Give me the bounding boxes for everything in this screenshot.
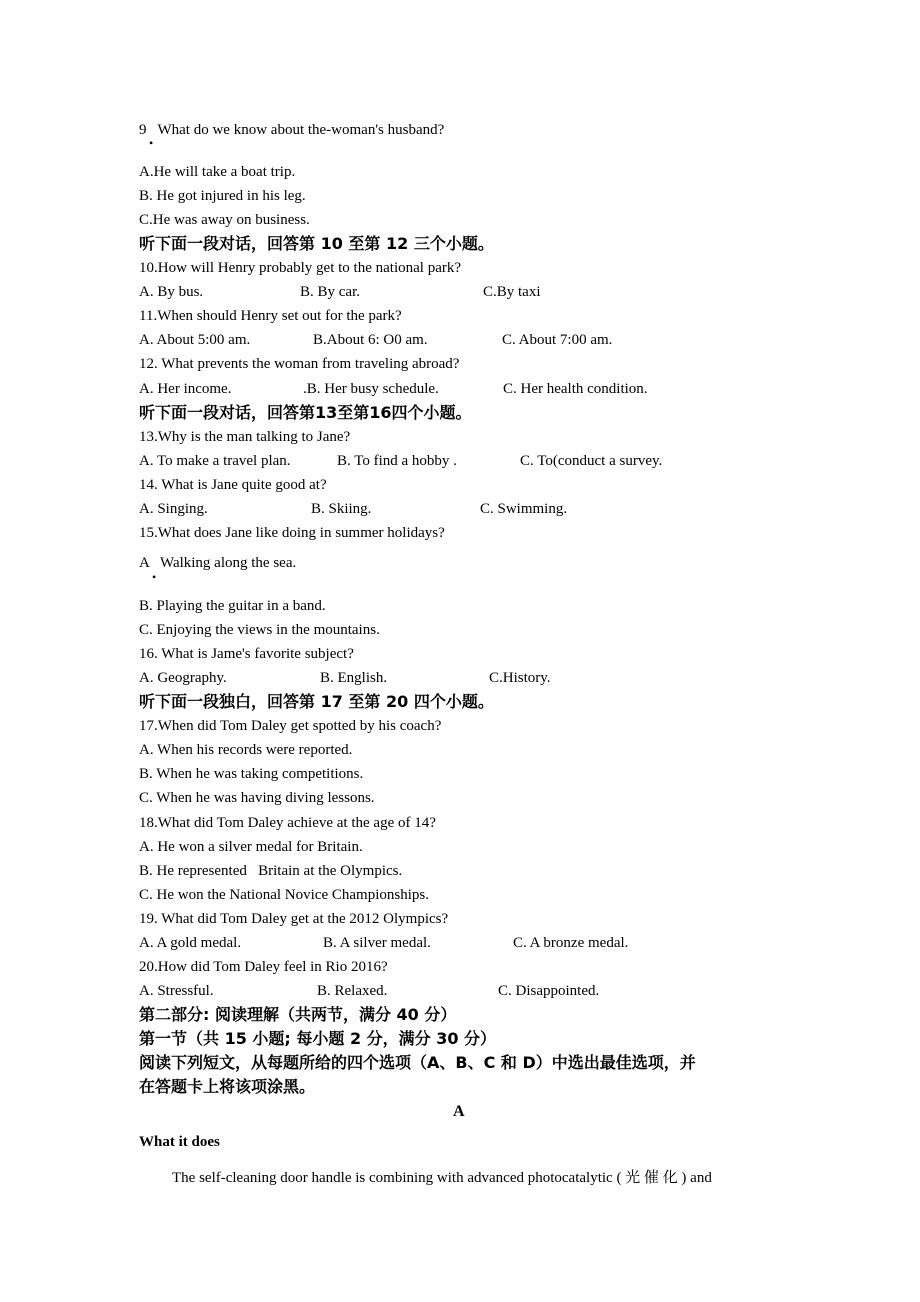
part2-heading: 第二部分: 阅读理解（共两节，满分 40 分） — [139, 1005, 457, 1024]
question-13: 13.Why is the man talking to Jane? — [139, 429, 351, 445]
options-12 — [139, 380, 739, 398]
question-19: 19. What did Tom Daley get at the 2012 Olympics? — [139, 911, 449, 927]
question-10: 10.How will Henry probably get to the national park? — [139, 260, 462, 276]
option-10a: A. By bus. — [139, 284, 204, 300]
question-17: 17.When did Tom Daley get spotted by his coach? — [139, 718, 442, 734]
options-19 — [139, 934, 739, 952]
question-14: 14. What is Jane quite good at? — [139, 477, 327, 493]
option-19c: C. A bronze medal. — [513, 935, 629, 951]
question-9: 9 What do we know about the-woman's husband? — [139, 122, 445, 138]
option-16b: B. English. — [320, 670, 388, 686]
option-19b: B. A silver medal. — [323, 935, 431, 951]
option-12b: .B. Her busy schedule. — [303, 381, 439, 397]
passage-label: A — [453, 1103, 465, 1120]
option-20c: C. Disappointed. — [498, 983, 600, 999]
option-20a: A. Stressful. — [139, 983, 214, 999]
question-12: 12. What prevents the woman from traveling abroad? — [139, 356, 460, 372]
options-10 — [139, 283, 739, 301]
option-13c: C. To(conduct a survey. — [520, 453, 663, 469]
options-16 — [139, 669, 739, 687]
question-20: 20.How did Tom Daley feel in Rio 2016? — [139, 959, 388, 975]
section-heading-10-12: 听下面一段对话，回答第 10 至第 12 三个小题。 — [139, 234, 494, 253]
option-9b: B. He got injured in his leg. — [139, 188, 306, 204]
question-11: 11.When should Henry set out for the park? — [139, 308, 402, 324]
passage-body: The self-cleaning door handle is combining with advanced photocatalytic ( 光 催 化 ) and — [172, 1170, 712, 1186]
option-9a: A.He will take a boat trip. — [139, 164, 296, 180]
option-17c: C. When he was having diving lessons. — [139, 790, 375, 806]
option-20b: B. Relaxed. — [317, 983, 388, 999]
question-15: 15.What does Jane like doing in summer holidays? — [139, 525, 445, 541]
option-19a: A. A gold medal. — [139, 935, 242, 951]
section1-heading: 第一节（共 15 小题; 每小题 2 分，满分 30 分） — [139, 1029, 497, 1048]
options-20 — [139, 982, 739, 1000]
option-13b: B. To find a hobby . — [337, 453, 457, 469]
option-17b: B. When he was taking competitions. — [139, 766, 364, 782]
option-16c: C.History. — [489, 670, 551, 686]
option-14c: C. Swimming. — [480, 501, 568, 517]
instruction-line-2: 在答题卡上将该项涂黑。 — [139, 1077, 316, 1096]
instruction-line-1: 阅读下列短文，从每题所给的四个选项（A、B、C 和 D）中选出最佳选项，并 — [139, 1053, 696, 1072]
option-12c: C. Her health condition. — [503, 381, 648, 397]
option-14a: A. Singing. — [139, 501, 208, 517]
option-11b: B.About 6: O0 am. — [313, 332, 428, 348]
option-18a: A. He won a silver medal for Britain. — [139, 839, 363, 855]
stray-dot: • — [149, 136, 154, 150]
option-15c: C. Enjoying the views in the mountains. — [139, 622, 380, 638]
option-14b: B. Skiing. — [311, 501, 372, 517]
section-heading-17-20: 听下面一段独白，回答第 17 至第 20 四个小题。 — [139, 692, 494, 711]
option-17a: A. When his records were reported. — [139, 742, 353, 758]
option-12a: A. Her income. — [139, 381, 232, 397]
option-11c: C. About 7:00 am. — [502, 332, 613, 348]
section-heading-13-16: 听下面一段对话，回答第13至第16四个小题。 — [139, 403, 472, 422]
option-16a: A. Geography. — [139, 670, 227, 686]
options-14 — [139, 500, 739, 518]
options-13 — [139, 452, 739, 470]
option-10b: B. By car. — [300, 284, 360, 300]
passage-subheading: What it does — [139, 1134, 220, 1150]
option-11a: A. About 5:00 am. — [139, 332, 251, 348]
question-18: 18.What did Tom Daley achieve at the age of 14? — [139, 815, 436, 831]
question-16: 16. What is Jame's favorite subject? — [139, 646, 354, 662]
option-15a: A Walking along the sea. — [139, 555, 297, 571]
option-10c: C.By taxi — [483, 284, 541, 300]
option-13a: A. To make a travel plan. — [139, 453, 291, 469]
option-15b: B. Playing the guitar in a band. — [139, 598, 326, 614]
stray-dot: • — [152, 570, 157, 584]
option-18c: C. He won the National Novice Championships. — [139, 887, 429, 903]
option-18b: B. He represented Britain at the Olympics. — [139, 863, 403, 879]
option-9c: C.He was away on business. — [139, 212, 310, 228]
options-11 — [139, 331, 739, 349]
